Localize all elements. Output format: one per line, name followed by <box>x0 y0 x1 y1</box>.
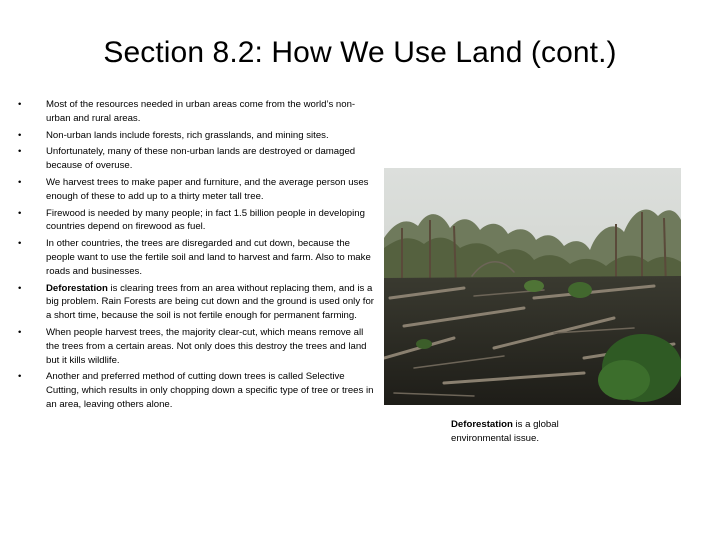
bullet-bold-term: Deforestation <box>46 282 108 294</box>
bullet-list <box>18 98 374 415</box>
bullet-dot: • <box>18 326 22 338</box>
bullet-dot: • <box>18 238 22 250</box>
bullet-dot: • <box>18 99 22 110</box>
bullet-text: Most of the resources needed in urban areas come from the world’s non-urban and rural areas. <box>46 99 356 124</box>
deforestation-image <box>384 168 681 405</box>
bullet-item <box>18 370 374 411</box>
bullet-dot: • <box>18 282 22 294</box>
bullet-item <box>18 98 374 126</box>
bullet-dot: • <box>18 176 22 188</box>
deforestation-photo <box>384 168 681 405</box>
photo-caption <box>451 418 611 446</box>
bullet-item <box>18 282 374 323</box>
bullet-text: is clearing trees from an area without replacing them, and is a big problem. Rain Forests are being cut down and the ground is used only for a short time, because the soil is not fertile enough for permanent farming. <box>46 282 374 322</box>
bullet-text: When people harvest trees, the majority clear-cut, which means remove all the trees from a certain areas. Not only does this destroy the trees and land but it kills wildlife. <box>46 326 367 366</box>
bullet-item <box>18 207 374 235</box>
bullet-text: Firewood is needed by many people; in fact 1.5 billion people in developing countries depend on firewood as fuel. <box>46 207 365 233</box>
bullet-item <box>18 129 374 143</box>
bullet-dot: • <box>18 146 22 158</box>
bullet-dot: • <box>18 129 22 141</box>
bullet-item <box>18 176 374 204</box>
caption-bold-term: Deforestation <box>451 419 513 430</box>
bullet-dot: • <box>18 371 22 383</box>
bullet-text: We harvest trees to make paper and furniture, and the average person uses enough of these to add up to a thirty meter tall tree. <box>46 176 369 202</box>
slide-title: Section 8.2: How We Use Land (cont.) <box>103 36 617 69</box>
caption-text: is a global environmental issue. <box>451 419 559 444</box>
bullet-text: Non-urban lands include forests, rich grasslands, and mining sites. <box>46 129 329 141</box>
bullet-item <box>18 326 374 367</box>
bullet-text: In other countries, the trees are disregarded and cut down, because the people want to use the fertile soil and land to harvest and farm. Also to make roads and businesses. <box>46 238 371 277</box>
bullet-item <box>18 237 374 278</box>
bullet-item <box>18 145 374 173</box>
bullet-text: Another and preferred method of cutting down trees is called Selective Cutting, which results in only chopping down a specific type of tree or trees in an area, leaving others alone. <box>46 371 374 410</box>
bullet-text: Unfortunately, many of these non-urban lands are destroyed or damaged because of overuse. <box>46 146 356 172</box>
bullet-dot: • <box>18 207 22 219</box>
